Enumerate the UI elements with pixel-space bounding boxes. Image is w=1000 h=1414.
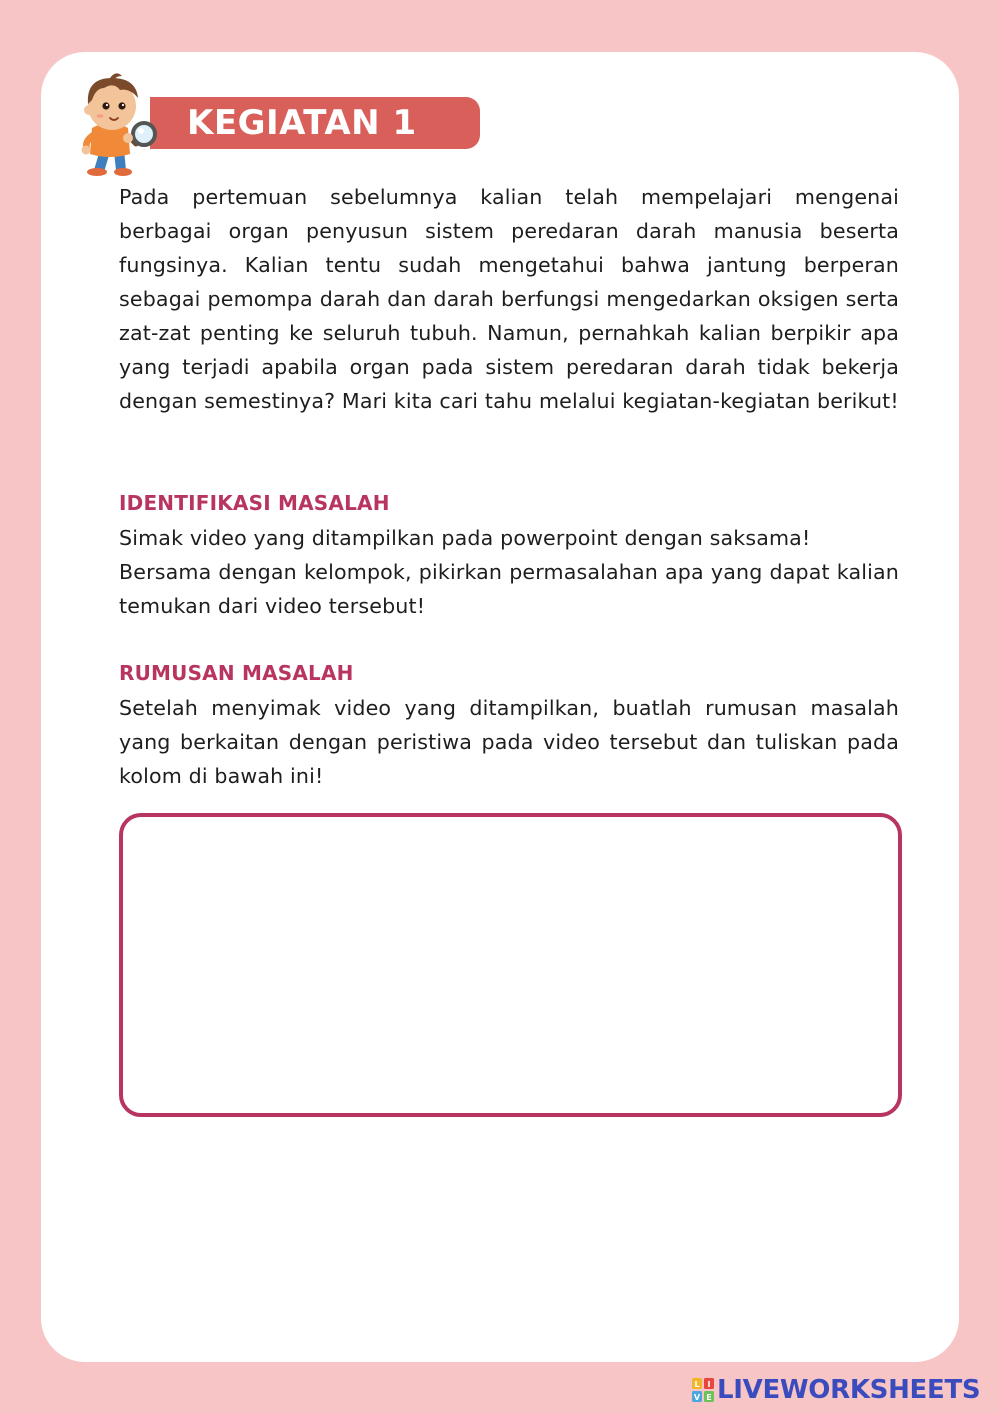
rumusan-answer-box[interactable] [119, 813, 902, 1117]
identifikasi-instruction-1: Simak video yang ditampilkan pada powerpoint dengan saksama! [119, 526, 811, 550]
liveworksheets-brand [692, 1374, 980, 1406]
boy-with-magnifier-icon [70, 66, 170, 178]
liveworksheets-logo-icon [692, 1378, 714, 1402]
logo-letter-e: E [706, 1393, 712, 1402]
logo-letter-v: V [693, 1393, 701, 1402]
logo-letter-i: I [707, 1380, 711, 1389]
rumusan-heading: RUMUSAN MASALAH [119, 661, 354, 685]
brand-name: LIVEWORKSHEETS [717, 1375, 981, 1405]
identifikasi-heading: IDENTIFIKASI MASALAH [119, 491, 390, 515]
intro-paragraph: Pada pertemuan sebelumnya kalian telah mempelajari mengenai berbagai organ penyusun sistem peredaran darah manusia beserta fungsinya. Kalian tentu sudah mengetahui bahwa jantung berperan sebagai pemompa darah dan darah berfungsi mengedarkan oksigen serta zat-zat penting ke seluruh tubuh. Namun, pernahkah kalian berpikir apa yang terjadi apabila organ pada sistem peredaran darah tidak bekerja dengan semestinya? Mari kita cari tahu melalui kegiatan-kegiatan berikut! [119, 185, 899, 413]
page-title: KEGIATAN 1 [187, 103, 417, 143]
identifikasi-instruction-2: Bersama dengan kelompok, pikirkan permasalahan apa yang dapat kalian temukan dari video tersebut! [119, 560, 899, 618]
rumusan-instruction: Setelah menyimak video yang ditampilkan, buatlah rumusan masalah yang berkaitan dengan peristiwa pada video tersebut dan tuliskan pada kolom di bawah ini! [119, 696, 899, 788]
logo-letter-l: L [694, 1380, 700, 1389]
